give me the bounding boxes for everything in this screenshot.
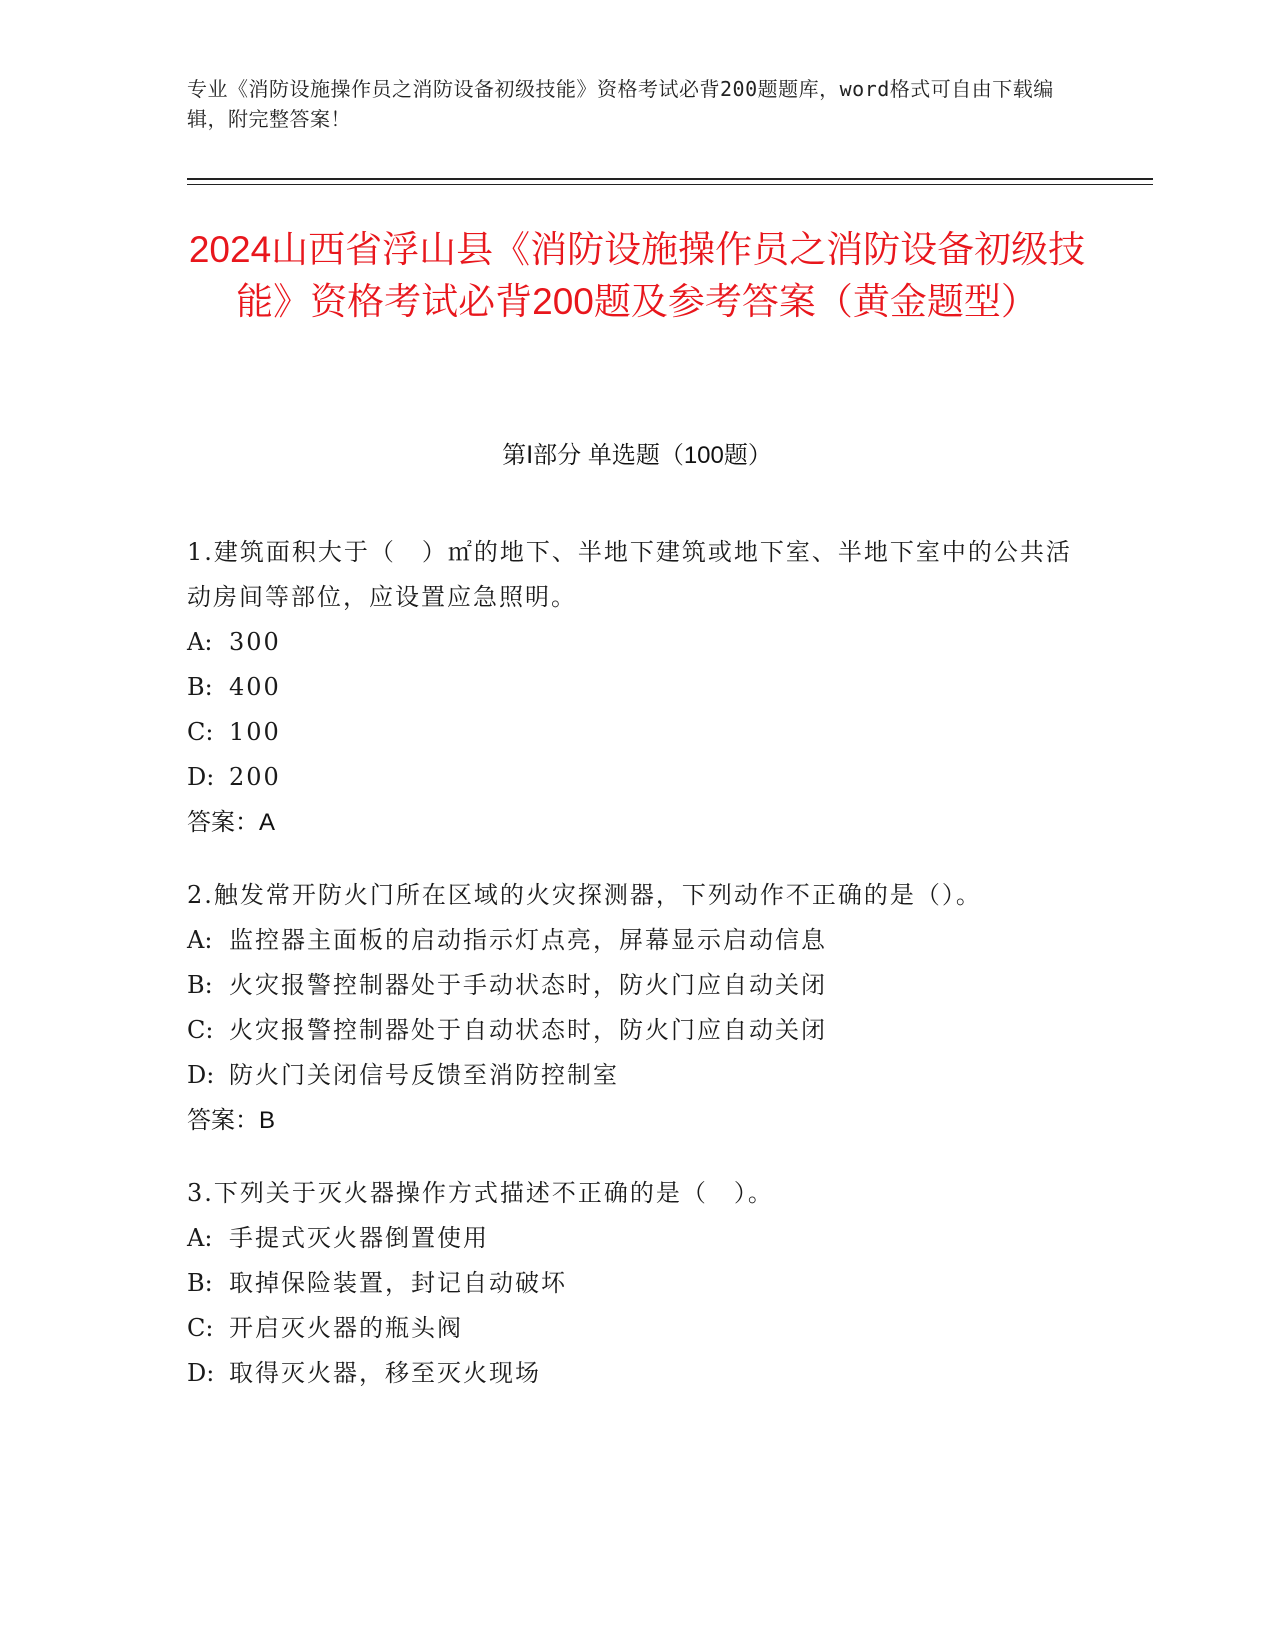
- option-letter: C:: [187, 1314, 214, 1342]
- header-note: 专业《消防设施操作员之消防设备初级技能》资格考试必背200题题库，word格式可自由下载编辑，附完整答案！: [187, 77, 1054, 131]
- option-letter: B:: [187, 673, 213, 701]
- option-letter: A:: [187, 628, 213, 656]
- option-c: [187, 710, 1087, 755]
- option-text: 100: [229, 718, 281, 746]
- option-b: [187, 1261, 1087, 1306]
- question-stem: 2.触发常开防火门所在区域的火灾探测器，下列动作不正确的是（）。: [187, 881, 982, 909]
- option-text: 300: [229, 628, 281, 656]
- option-b: [187, 665, 1087, 710]
- question-3: [187, 1171, 1087, 1396]
- option-text: 防火门关闭信号反馈至消防控制室: [229, 1061, 619, 1089]
- option-letter: A:: [187, 926, 213, 954]
- header-rule-thin: [187, 184, 1153, 185]
- option-text: 火灾报警控制器处于手动状态时，防火门应自动关闭: [229, 971, 827, 999]
- option-text: 手提式灭火器倒置使用: [229, 1224, 489, 1252]
- option-text: 400: [229, 673, 281, 701]
- option-text: 取掉保险装置，封记自动破坏: [229, 1269, 567, 1297]
- header-rule-thick: [187, 178, 1153, 180]
- option-text: 开启灭火器的瓶头阀: [229, 1314, 463, 1342]
- document-title: 2024山西省浮山县《消防设施操作员之消防设备初级技能》资格考试必背200题及参考答案（黄金题型）: [188, 229, 1086, 322]
- option-b: [187, 963, 1087, 1008]
- option-letter: C:: [187, 718, 214, 746]
- option-text: 取得灭火器，移至灭火现场: [229, 1359, 541, 1387]
- option-letter: B:: [187, 1269, 213, 1297]
- question-1: [187, 530, 1087, 845]
- option-a: [187, 918, 1087, 963]
- option-letter: C:: [187, 1016, 214, 1044]
- option-letter: D:: [187, 1359, 215, 1387]
- option-a: [187, 1216, 1087, 1261]
- answer-line: 答案：A: [187, 809, 276, 836]
- section-title: 第Ⅰ部分 单选题（100题）: [502, 442, 772, 469]
- option-text: 火灾报警控制器处于自动状态时，防火门应自动关闭: [229, 1016, 827, 1044]
- question-stem: 3.下列关于灭火器操作方式描述不正确的是（ ）。: [187, 1179, 774, 1207]
- option-d: [187, 1351, 1087, 1396]
- option-d: [187, 755, 1087, 800]
- question-stem: 1.建筑面积大于（ ）㎡的地下、半地下建筑或地下室、半地下室中的公共活动房间等部位，应设置应急照明。: [187, 538, 1072, 611]
- option-a: [187, 620, 1087, 665]
- option-text: 200: [229, 763, 281, 791]
- option-c: [187, 1008, 1087, 1053]
- question-2: [187, 873, 1087, 1143]
- question-list: [187, 530, 1087, 1424]
- option-text: 监控器主面板的启动指示灯点亮，屏幕显示启动信息: [229, 926, 827, 954]
- option-letter: A:: [187, 1224, 213, 1252]
- answer-line: 答案：B: [187, 1107, 276, 1134]
- option-d: [187, 1053, 1087, 1098]
- option-letter: D:: [187, 763, 215, 791]
- option-letter: B:: [187, 971, 213, 999]
- option-c: [187, 1306, 1087, 1351]
- option-letter: D:: [187, 1061, 215, 1089]
